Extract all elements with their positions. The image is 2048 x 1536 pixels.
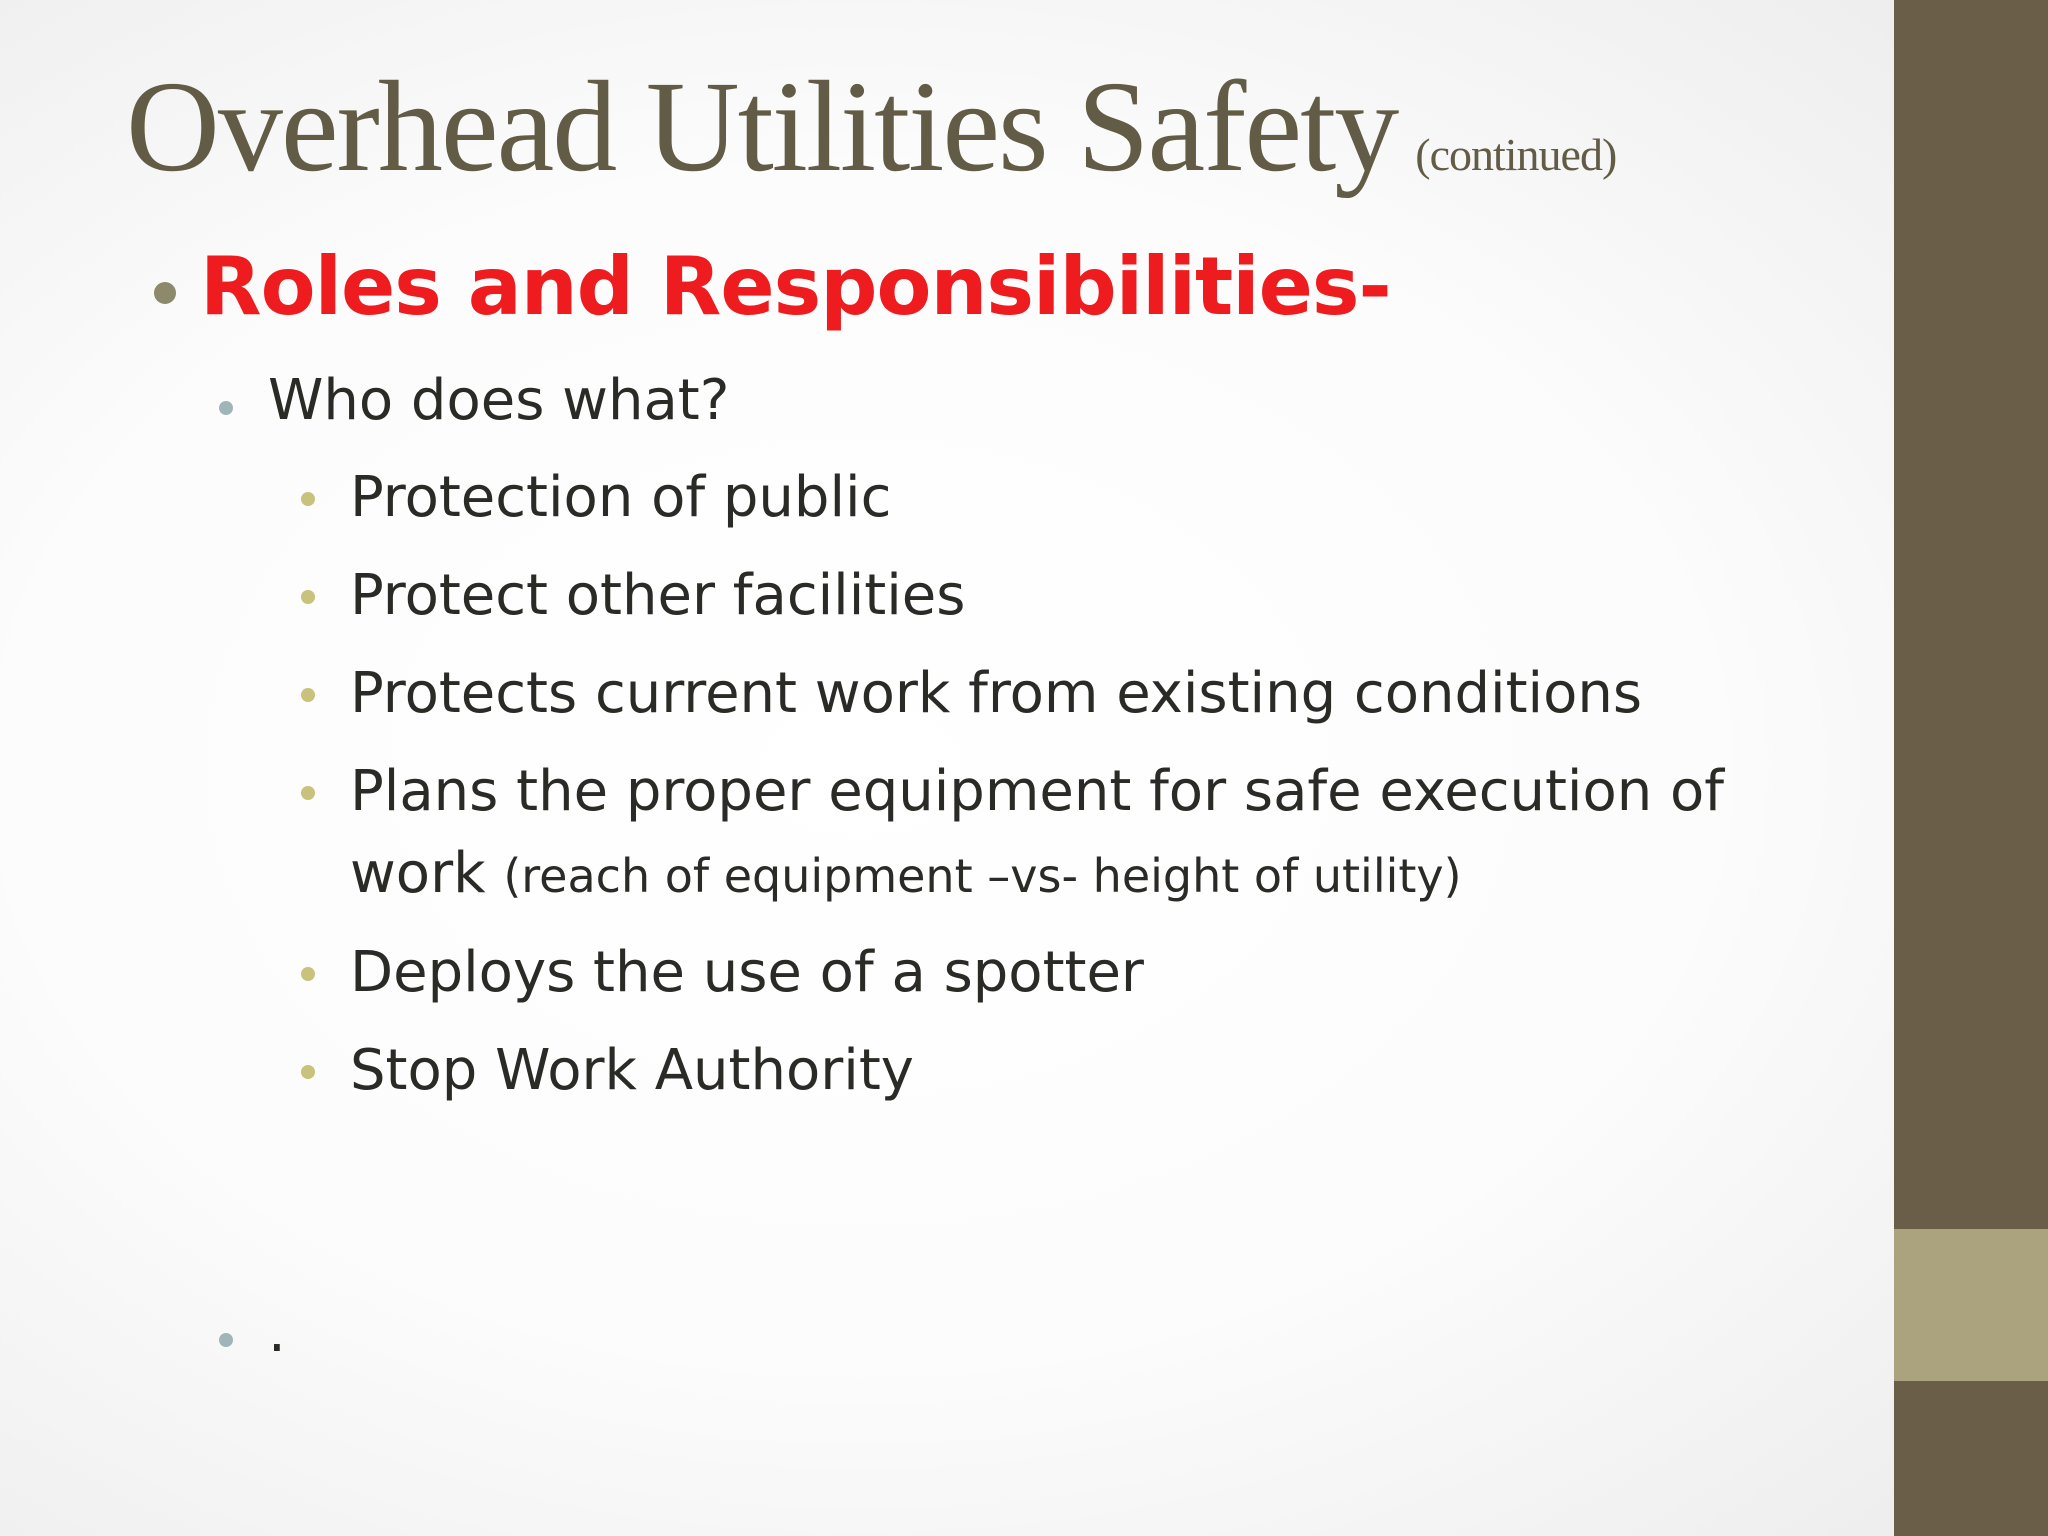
list-item [350, 653, 1642, 735]
title-continued: (continued) [1415, 129, 1617, 180]
title-main: Overhead Utilities Safety [126, 55, 1398, 199]
bullet-dot-icon [301, 1065, 315, 1079]
list-item [350, 555, 965, 637]
bullet-dot-icon [154, 282, 176, 304]
list-item-text: Deploys the use of a spotter [350, 940, 1144, 1005]
bullet-dot-icon [301, 688, 315, 702]
list-item-text: Protects current work from existing conditions [350, 661, 1643, 726]
list-item-continuation: work [350, 841, 486, 906]
list-item [350, 1030, 914, 1112]
bullet-dot-icon [219, 1333, 233, 1347]
who-does-what-text: Who does what? [268, 368, 730, 433]
list-item [350, 457, 891, 539]
list-item-note: (reach of equipment –vs- height of utility) [503, 849, 1462, 903]
bullet-trailing [268, 1300, 286, 1365]
list-item-text: Plans the proper equipment for safe execution of [350, 759, 1725, 824]
bullet-dot-icon [219, 401, 233, 415]
list-item [350, 751, 1724, 917]
list-item [350, 932, 1144, 1014]
sidebar-accent-block [1894, 1229, 2048, 1381]
bullet-dot-icon [301, 590, 315, 604]
list-item-text: Protect other facilities [350, 563, 966, 628]
trailing-bullet-text: . [268, 1300, 286, 1365]
list-item-text: Protection of public [350, 465, 892, 530]
roles-heading-text: Roles and Responsibilities- [200, 240, 1391, 333]
decorative-sidebar [1894, 0, 2048, 1536]
slide-title [126, 52, 1616, 202]
bullet-who-does-what [268, 368, 729, 433]
bullet-dot-icon [301, 786, 315, 800]
bullet-roles-heading [200, 240, 1391, 333]
bullet-dot-icon [301, 967, 315, 981]
bullet-dot-icon [301, 492, 315, 506]
list-item-text: Stop Work Authority [350, 1038, 914, 1103]
